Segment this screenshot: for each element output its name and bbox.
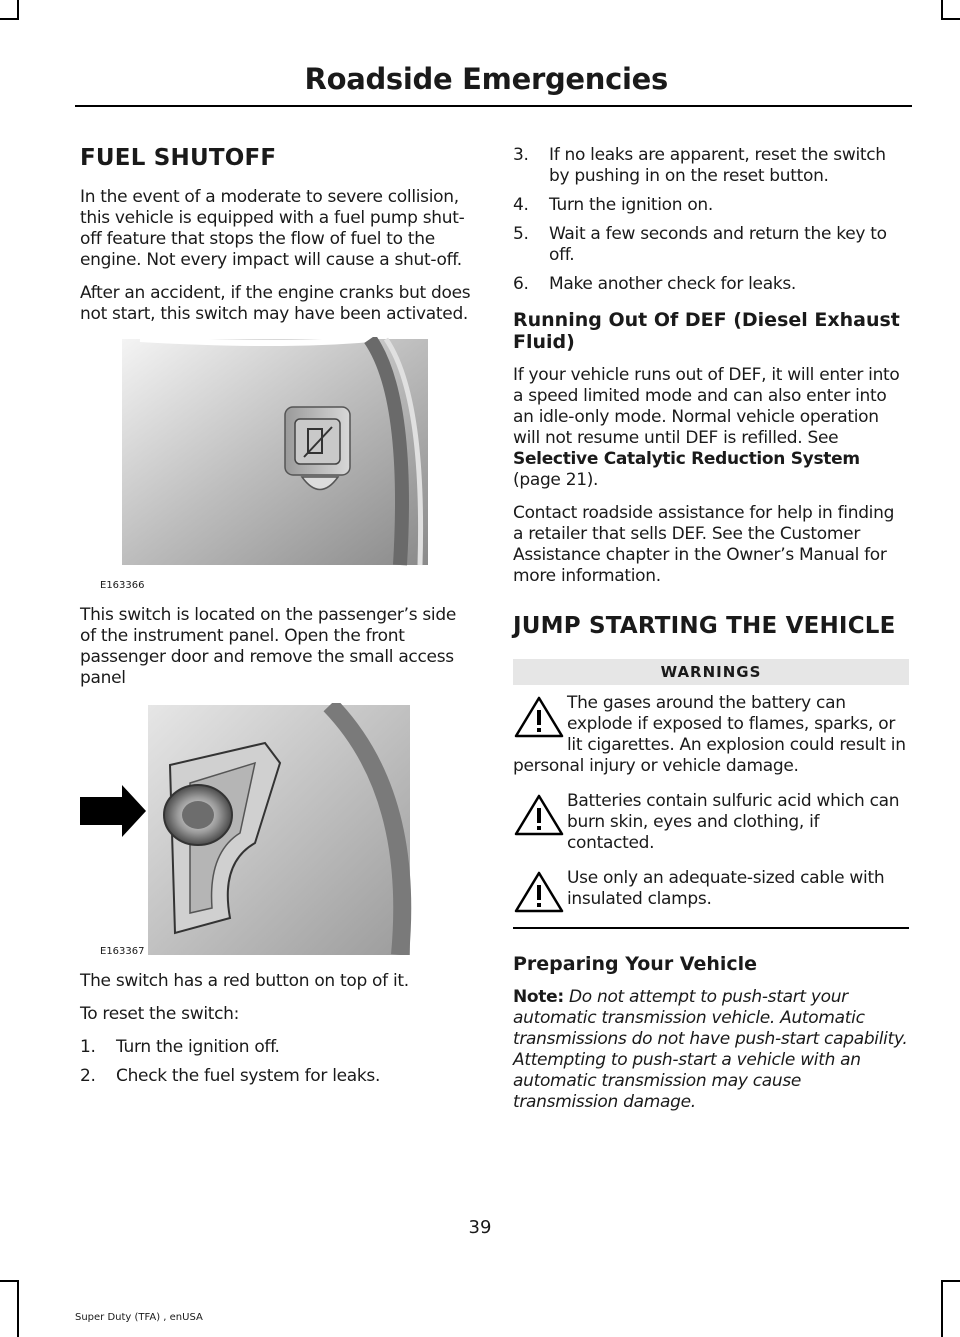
step-text: Wait a few seconds and return the key to off. [549,224,887,265]
step-number: 3. [513,145,529,165]
warning-item [513,791,909,854]
paragraph: To reset the switch: [80,1004,240,1024]
step-text: Make another check for leaks. [549,274,797,294]
text-run: If your vehicle runs out of DEF, it will enter into a speed limited mode and can also enter into an idle-only mode. Normal vehicle operation will not resume until DEF is refilled. See [513,365,900,448]
step-text: If no leaks are apparent, reset the switch by pushing in on the reset button. [549,145,886,186]
reset-steps-list [80,1037,476,1087]
paragraph: Contact roadside assistance for help in finding a retailer that sells DEF. See the Customer Assistance chapter in the Owner’s Manual for more information. [513,503,895,586]
note-label: Note: [513,987,564,1007]
crop-mark [941,1280,943,1337]
step-number: 2. [80,1066,96,1086]
fuel-switch-illustration [80,337,476,589]
paragraph [513,365,909,491]
text-run: (page 21). [513,470,599,490]
paragraph: The switch has a red button on top of it. [80,971,409,991]
list-item [513,224,909,266]
warning-triangle-icon [513,793,565,837]
list-item [513,145,909,187]
step-text: Turn the ignition off. [116,1037,280,1057]
list-item [80,1037,476,1058]
crop-mark [0,1280,19,1282]
list-item [513,274,909,295]
warning-triangle-icon [513,695,565,739]
prep-heading: Preparing Your Vehicle [513,953,758,975]
header-rule [75,105,912,107]
def-heading: Running Out Of DEF (Diesel Exhaust Fluid) [513,309,900,353]
warning-item [513,693,909,777]
step-number: 5. [513,224,529,244]
warnings-divider [513,927,909,929]
paragraph: In the event of a moderate to severe collision, this vehicle is equipped with a fuel pump shut-off feature that stops the flow of fuel to the engine. Not every impact will cause a shut-off. [80,187,465,270]
list-item [513,195,909,216]
jump-start-heading: JUMP STARTING THE VEHICLE [513,613,896,639]
fuel-shutoff-heading: FUEL SHUTOFF [80,145,277,171]
warning-text: Batteries contain sulfuric acid which can burn skin, eyes and clothing, if contacted. [567,791,900,853]
warnings-header: WARNINGS [513,659,909,685]
access-panel-illustration [80,703,476,955]
page-header-title: Roadside Emergencies [304,62,668,96]
crop-mark [17,0,19,20]
arrow-pointer-icon [80,785,146,837]
crop-mark [0,18,19,20]
list-item [80,1066,476,1087]
figure-label: E163367 [100,946,145,957]
paragraph: After an accident, if the engine cranks but does not start, this switch may have been activated. [80,283,471,324]
paragraph: This switch is located on the passenger’s side of the instrument panel. Open the front passenger door and remove the small access panel [80,605,456,688]
figure-label: E163366 [100,580,145,591]
footer-text: Super Duty (TFA) , enUSA [75,1312,203,1323]
step-text: Turn the ignition on. [549,195,714,215]
fuel-switch-figure [80,337,476,589]
crop-mark [941,18,960,20]
step-number: 6. [513,274,529,294]
left-column [80,145,476,1097]
cross-reference-link[interactable]: Selective Catalytic Reduction System [513,449,860,469]
note-paragraph [513,987,909,1113]
access-panel-figure [80,703,476,955]
warning-triangle-icon [513,870,565,914]
step-number: 1. [80,1037,96,1057]
page-number: 39 [468,1217,492,1238]
right-column [513,145,909,1113]
crop-mark [941,0,943,20]
warning-text: The gases around the battery can explode if exposed to flames, sparks, or lit cigarettes. An explosion could result in personal injury or vehicle damage. [513,693,906,776]
crop-mark [17,1280,19,1337]
step-number: 4. [513,195,529,215]
note-text: Do not attempt to push-start your automatic transmission vehicle. Automatic transmissions do not have push-start capability. Attempting to push-start a vehicle with an automatic transmission may cause transmission damage. [513,987,908,1112]
crop-mark [941,1280,960,1282]
step-text: Check the fuel system for leaks. [116,1066,381,1086]
reset-steps-list-continued [513,145,909,295]
warning-item [513,868,909,913]
warning-text: Use only an adequate-sized cable with insulated clamps. [567,868,885,909]
